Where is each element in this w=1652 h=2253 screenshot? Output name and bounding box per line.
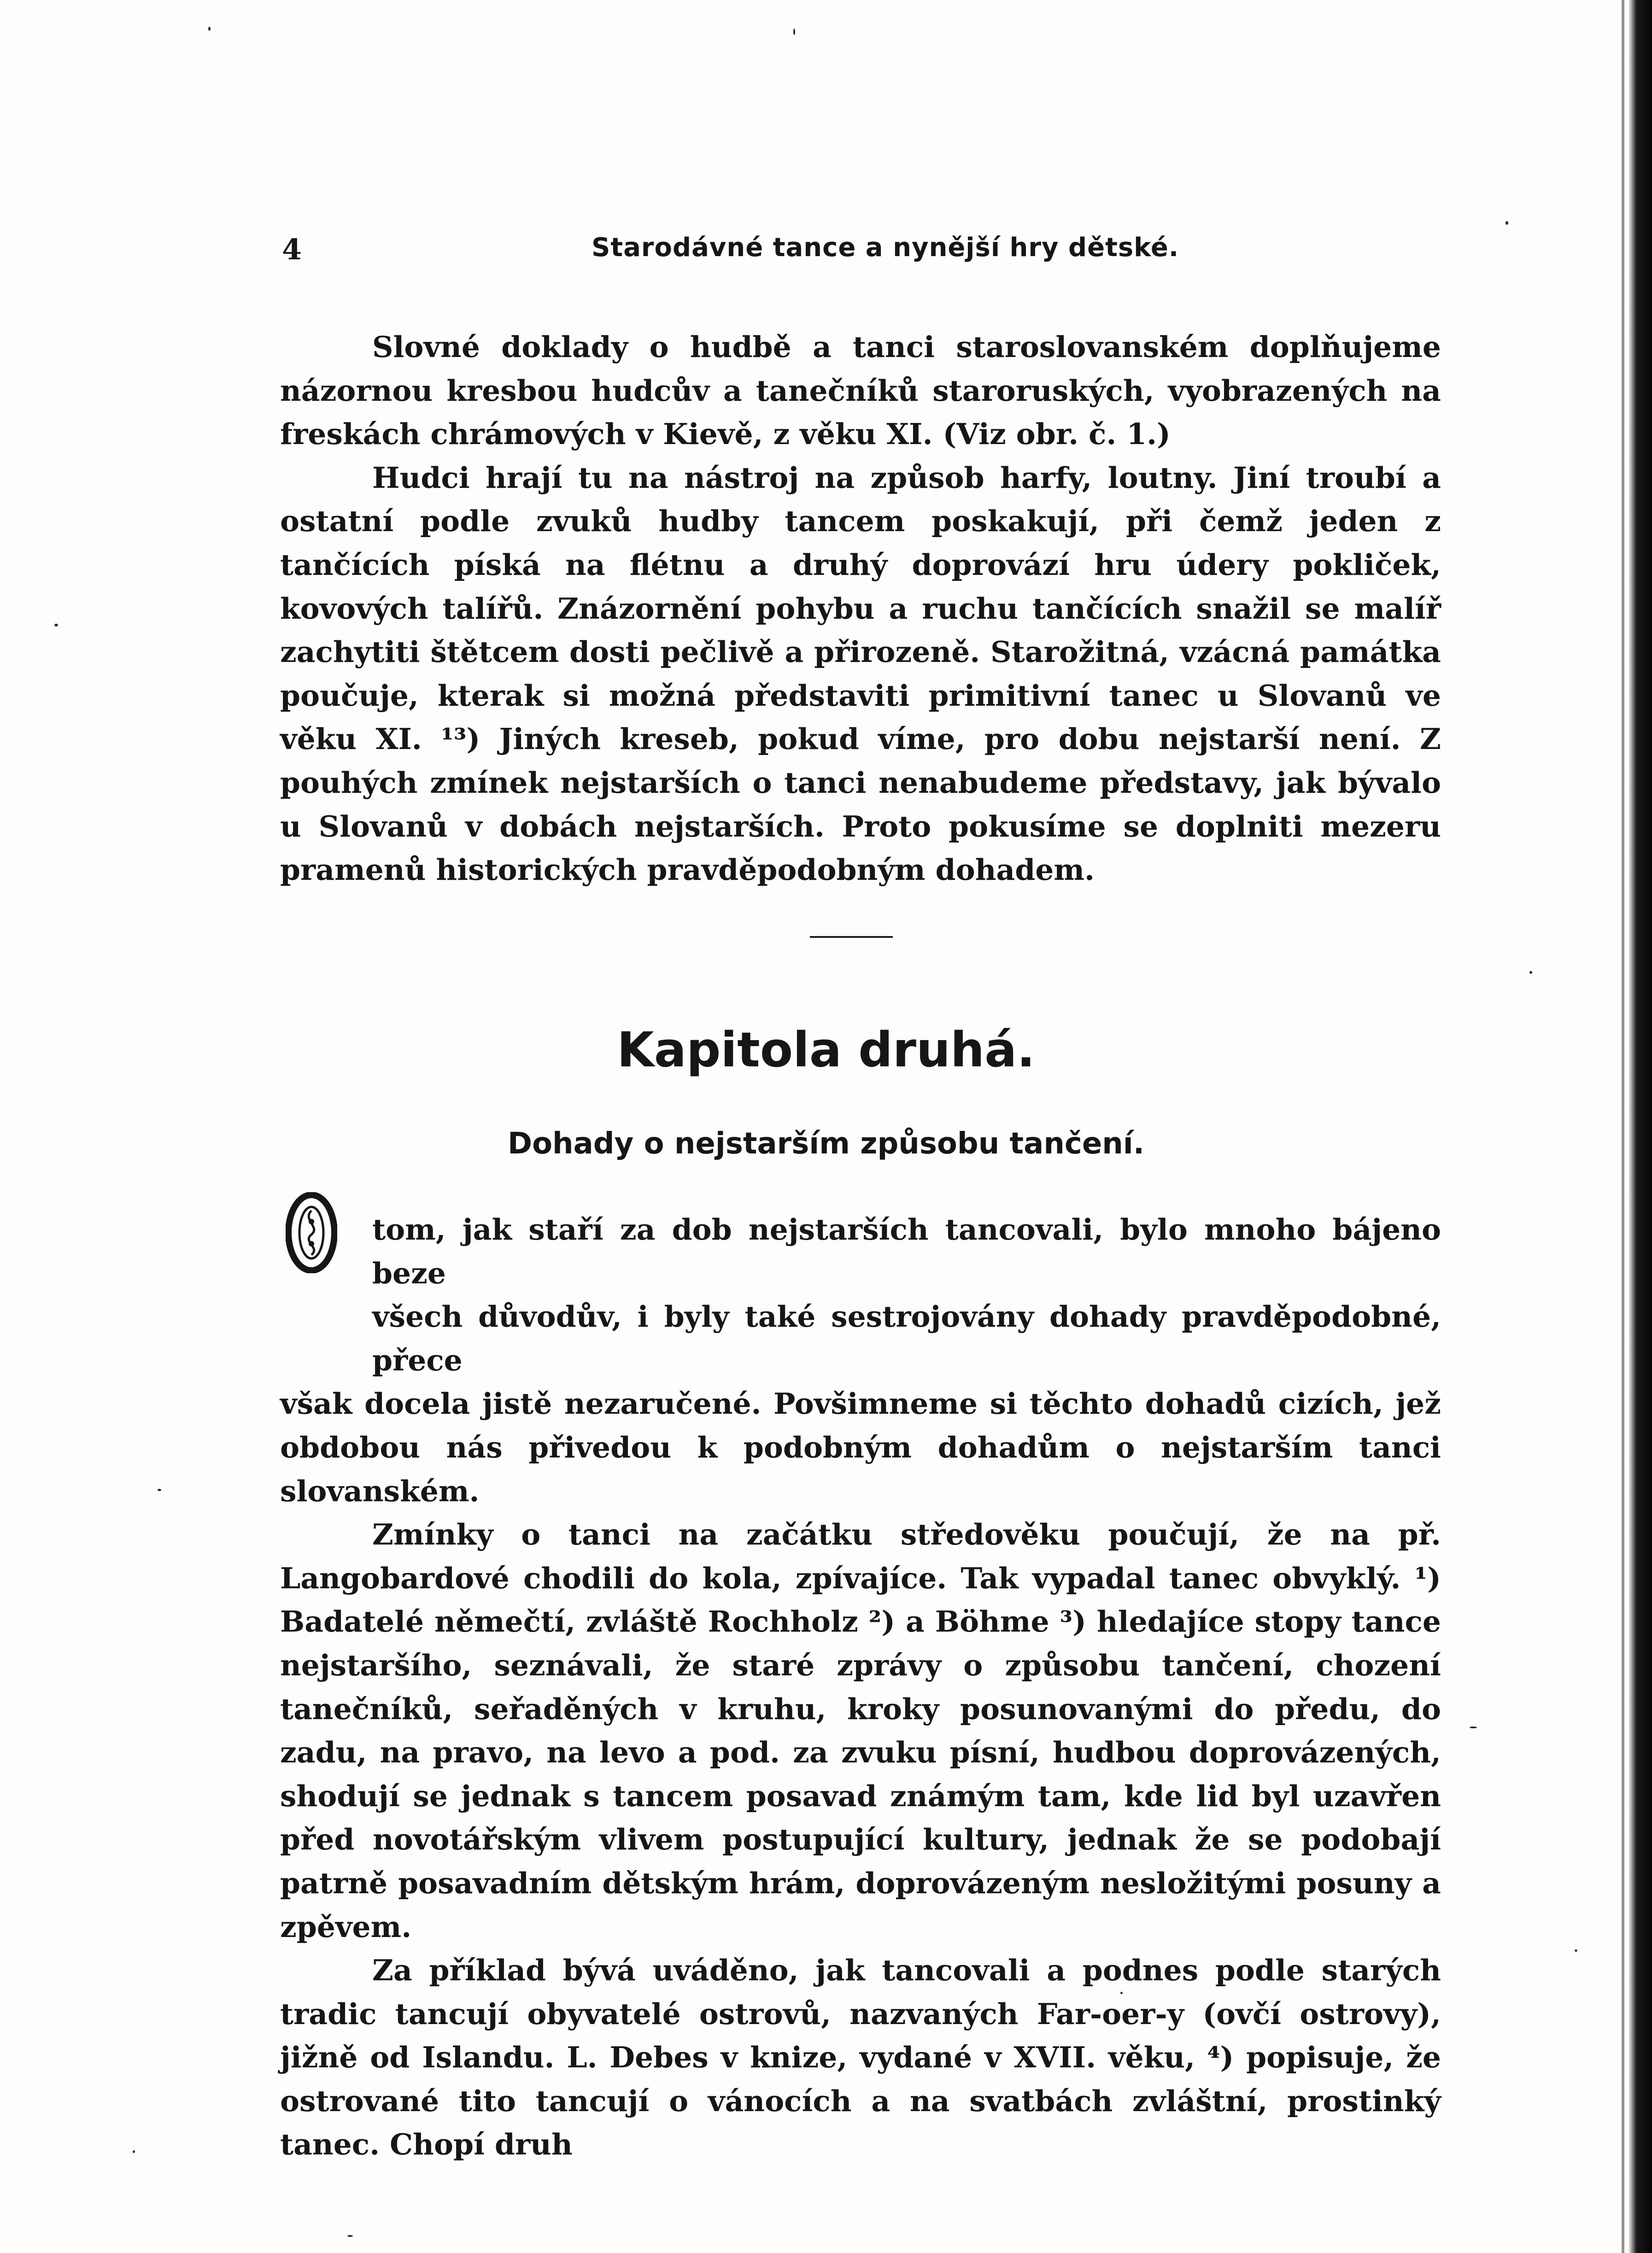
paragraph: Za příklad bývá uváděno, jak tancovali a podnes podle starých tradic tancují obyvatelé ostrovů, nazvaných Far-oer-y (ovčí ostrovy), jižně od Islandu. L. Debes v knize, vydané v XVII. věku, ⁴) popisuje, že ostrované tito tancují o vánocích a na svatbách zvláštní, prostinký tanec. Chopí druh: [280, 1953, 1441, 2162]
paragraph: Zmínky o tanci na začátku středověku poučují, že na př. Langobardové chodili do kola, zpívajíce. Tak vypadal tanec obvyklý. ¹) Badatelé němečtí, zvláště Rochholz ²) a Böhme ³) hledajíce stopy tance nejstaršího, seznávali, že staré zprávy o způsobu tančení, chození tanečníků, seřaděných v kruhu, kroky posunovanými do předu, do zadu, na pravo, na levo a pod. za zvuku písní, hudbou doprovázených, shodují se jednak s tancem posavad známým tam, kde lid byl uzavřen před novotářským vlivem postupující kultury, jednak že se podobají patrně posavadním dětským hrám, doprovázeným nesložitými posuny a zpěvem.: [280, 1517, 1441, 1944]
opening-line-1: tom, jak staří za dob nejstarších tancovali, bylo mnoho bájeno beze: [372, 1212, 1441, 1290]
section-1-text: [280, 325, 1441, 892]
chapter-title: Kapitola druhá.: [617, 1022, 1035, 1078]
section-divider: [810, 936, 893, 938]
chapter-subtitle: Dohady o nejstarším způsobu tančení.: [507, 1127, 1145, 1161]
page-number: 4: [282, 233, 302, 266]
paragraph: Hudci hrají tu na nástroj na způsob harfy, loutny. Jiní troubí a ostatní podle zvuků hudby tancem poskakují, při čemž jeden z tančících píská na flétnu a druhý doprovází hru údery pokliček, kovových talířů. Znázornění pohybu a ruchu tančících snažil se malíř zachytiti štětcem dosti pečlivě a přirozeně. Starožitná, vzácná památka poučuje, kterak si možná představiti primitivní tanec u Slovanů ve věku XI. ¹³) Jiných kreseb, pokud víme, pro dobu nejstarší není. Z pouhých zmínek nejstarších o tanci nenabudeme představy, jak bývalo u Slovanů v dobách nejstarších. Proto pokusíme se doplniti mezeru pramenů historických pravděpodobným dohadem.: [280, 460, 1441, 887]
chapter-text: [280, 1208, 1441, 2166]
page-header: [280, 233, 1473, 269]
opening-line-2: všech důvodův, i byly také sestrojovány dohady pravděpodobné, přece: [372, 1299, 1441, 1377]
paragraph: Slovné doklady o hudbě a tanci staroslovanském doplňujeme názornou kresbou hudcův a tanečníků staroruských, vyobrazených na freskách chrámových v Kievě, z věku XI. (Viz obr. č. 1.): [280, 330, 1441, 451]
running-title: Starodávné tance a nynější hry dětské.: [592, 233, 1179, 263]
opening-paragraph-rest: však docela jistě nezaručené. Povšimneme si těchto dohadů cizích, jež obdobou nás přivedou k podobným dohadům o nejstarším tanci slovanském.: [280, 1387, 1441, 1508]
